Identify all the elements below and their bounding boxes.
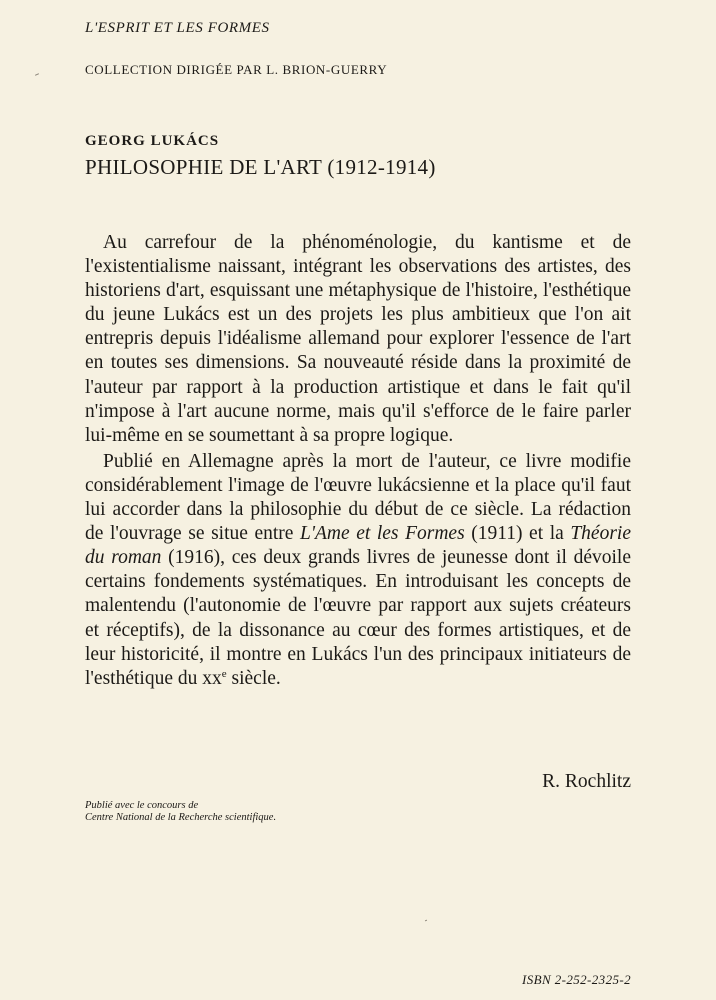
work-title: Théorie du roman [85,523,631,569]
series-name: L'ESPRIT ET LES FORMES [85,20,270,36]
support-line: Centre National de la Recherche scientifique. [85,812,277,823]
paragraph-text: (1911) et la [464,523,571,545]
paragraph-text: Publié en Allemagne après la mort de l'auteur, ce livre modifie considérablement l'image de l'œuvre lukácsienne et la place qu'il faut lui accorder dans la philosophie du début de ce siècle. La rédaction de l'ouvrage se situe entre [85,450,631,545]
signature: R. Rochlitz [542,771,631,792]
isbn: ISBN 2-252-2325-2 [522,972,631,987]
paper-speck [425,920,427,922]
blurb-paragraph-2 [85,450,631,691]
author-name: GEORG LUKÁCS [85,133,220,149]
publication-support [85,800,276,824]
collection-editor: COLLECTION DIRIGÉE PAR L. BRION-GUERRY [85,62,388,77]
blurb-paragraph-1: Au carrefour de la phénoménologie, du kantisme et de l'existentialisme naissant, intégrant les observations des artistes, des historiens d'art, esquissant une métaphysique de l'histoire, l'esthétique du jeune Lukács est un des projets les plus ambitieux que l'on ait entrepris depuis l'idéalisme allemand pour explorer l'essence de l'art en toutes ses dimensions. Sa nouveauté réside dans la proximité de l'auteur par rapport à la production artistique et dans le fait qu'il n'impose à l'art aucune norme, mais qu'il s'efforce de le faire parler lui-même en se soumettant à sa propre logique. [85,232,631,446]
work-title: L'Ame et les Formes [300,523,465,545]
paper-speck [35,73,39,76]
book-title: PHILOSOPHIE DE L'ART (1912-1914) [85,155,436,179]
century-numeral: xx [202,667,222,689]
blurb-text [85,231,631,691]
paragraph-text: siècle. [226,667,281,689]
support-line: Publié avec le concours de [85,800,199,811]
century-superscript: e [221,667,227,680]
paragraph-text: (1916), ces deux grands livres de jeunesse dont il dévoile certains fondements systématiques. En introduisant les concepts de malentendu (l'autonomie de l'œuvre par rapport aux sujets créateurs et réceptifs), de la dissonance au cœur des formes artistiques, et de leur historicité, il montre en Lukács l'un des principaux initiateurs de l'esthétique du [85,547,631,689]
